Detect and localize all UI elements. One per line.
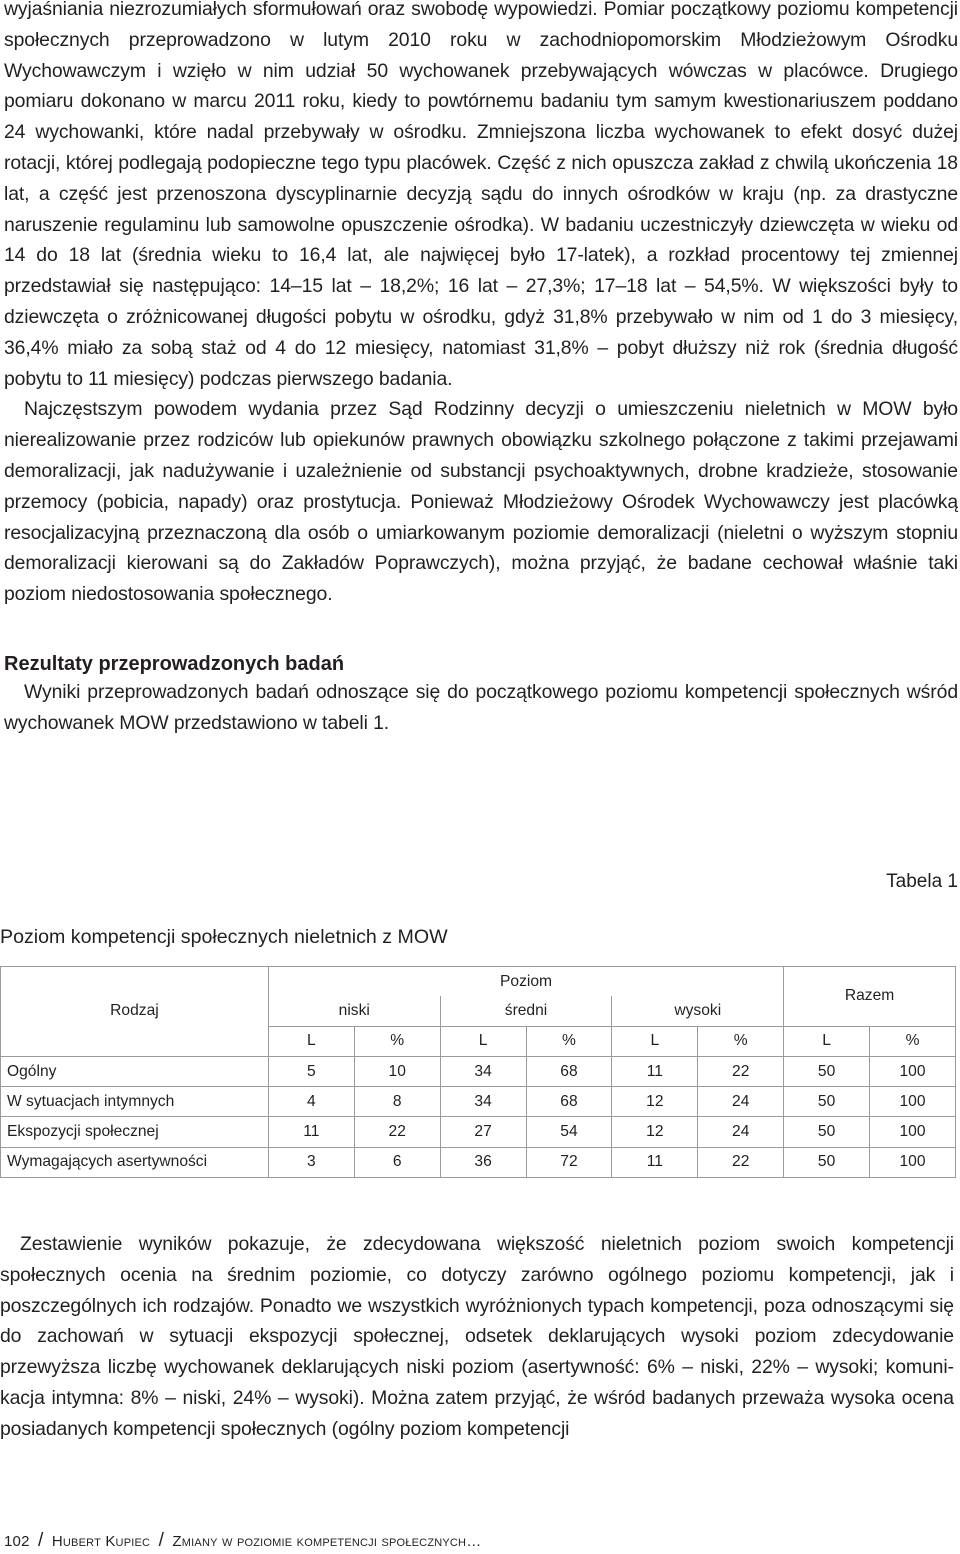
- header-unit-L: L: [268, 1026, 354, 1056]
- section-heading-results: Rezultaty przeprowadzonych badań: [4, 652, 345, 675]
- header-unit-L: L: [784, 1026, 870, 1056]
- paragraph-placement-reasons: Najczęstszym powodem wydania przez Sąd Rodzinny decyzji o umieszczeniu nieletnich w MOW było nierealizowanie przez rodziców lub opiekunów prawnych obowiązku szkolnego połączone z takimi przejawami demoralizacji, jak nadużywanie i uzależnienie od substancji psychoaktywnych, drobne kradzieże, stosowanie przemocy (pobicia, napady) oraz prostytucja. Ponieważ Młodzieżowy Ośrodek Wychowawczy jest placówką resocjalizacyjną przeznaczoną dla osób o umiarkowanym poziomie demoralizacji (nieletni o wyższym stopniu demoralizacji kierowani są do Zakładów Poprawczych), można przyjąć, że badane cechował właśnie taki poziom niedostosowania społecznego.: [4, 398, 958, 606]
- header-unit-pct: %: [870, 1026, 956, 1056]
- header-unit-L: L: [440, 1026, 526, 1056]
- row-label: Ekspozycji społecznej: [1, 1117, 269, 1147]
- cell-value: 34: [440, 1056, 526, 1086]
- cell-value: 100: [870, 1147, 956, 1177]
- cell-value: 50: [784, 1087, 870, 1117]
- header-unit-pct: %: [354, 1026, 440, 1056]
- header-unit-L: L: [612, 1026, 698, 1056]
- cell-value: 68: [526, 1056, 612, 1086]
- header-niski: niski: [268, 996, 440, 1026]
- cell-value: 11: [612, 1147, 698, 1177]
- cell-value: 5: [268, 1056, 354, 1086]
- cell-value: 100: [870, 1056, 956, 1086]
- header-razem: Razem: [784, 967, 956, 1027]
- page-footer: [4, 1530, 481, 1552]
- cell-value: 22: [354, 1117, 440, 1147]
- table-number-label: Tabela 1: [886, 871, 958, 892]
- row-label: W sytuacjach intymnych: [1, 1087, 269, 1117]
- document-page: [4, 0, 958, 739]
- header-wysoki: wysoki: [612, 996, 784, 1026]
- cell-value: 4: [268, 1087, 354, 1117]
- cell-value: 22: [698, 1056, 784, 1086]
- row-label: Wymagających asertywności: [1, 1147, 269, 1177]
- table-row: [1, 1056, 956, 1086]
- cell-value: 8: [354, 1087, 440, 1117]
- footer-author: Hubert Kupiec: [51, 1533, 151, 1550]
- header-rodzaj: Rodzaj: [1, 967, 269, 1057]
- cell-value: 50: [784, 1147, 870, 1177]
- cell-value: 24: [698, 1117, 784, 1147]
- paragraph-results-intro: Wyniki przeprowadzonych badań odnoszące się do początkowego poziomu kompetencji społecznych wśród wychowanek MOW przedstawiono w tabeli 1.: [4, 680, 958, 734]
- cell-value: 54: [526, 1117, 612, 1147]
- cell-value: 100: [870, 1087, 956, 1117]
- footer-separator: /: [158, 1530, 165, 1551]
- cell-value: 3: [268, 1147, 354, 1177]
- cell-value: 34: [440, 1087, 526, 1117]
- table-caption: Poziom kompetencji społecznych nieletnich z MOW: [0, 926, 448, 948]
- competence-table: [0, 966, 956, 1178]
- cell-value: 10: [354, 1056, 440, 1086]
- header-unit-pct: %: [526, 1026, 612, 1056]
- page-number: 102: [4, 1533, 30, 1550]
- cell-value: 22: [698, 1147, 784, 1177]
- table-row: [1, 1087, 956, 1117]
- cell-value: 50: [784, 1056, 870, 1086]
- cell-value: 100: [870, 1117, 956, 1147]
- paragraph-study-description: wyjaśniania niezrozumiałych sformułowań oraz swobodę wypowiedzi. Pomiar początkowy poziomu kompetencji społecznych przeprowadzono w lutym 2010 roku w zachodniopomorskim Młodzieżowym Ośrodku Wychowawczym i wzięło w nim udział 50 wychowanek przebywających wówczas w placówce. Drugiego pomiaru dokonano w marcu 2011 roku, kiedy to powtórnemu badaniu tym samym kwestionariuszem poddano 24 wychowanki, które nadal przebywały w ośrodku. Zmniejszona liczba wychowanek to efekt dosyć dużej rotacji, której podlegają podopieczne tego typu placówek. Część z nich opuszcza zakład z chwilą ukończenia 18 lat, a część jest przenoszona dyscyplinarnie decyzją sądu do innych ośrodków w kraju (np. za drastyczne naruszenie regulaminu lub samowolne opuszczenie ośrodka). W badaniu uczestniczyły dziewczęta w wieku od 14 do 18 lat (średnia wieku to 16,4 lat, ale najwięcej było 17-latek), a rozkład procentowy tej zmiennej przedstawiał się następująco: 14–15 lat – 18,2%; 16 lat – 27,3%; 17–18 lat – 54,5%. W większości były to dziewczęta o zróżnicowanej długości pobytu w ośrodku, gdyż 31,8% przebywało w nim od 1 do 3 miesięcy, 36,4% miało za sobą staż od 4 do 12 miesięcy, natomiast 31,8% – pobyt dłuższy niż rok (średnia długość pobytu to 11 miesięcy) podczas pierwszego badania.: [4, 0, 958, 390]
- cell-value: 27: [440, 1117, 526, 1147]
- cell-value: 68: [526, 1087, 612, 1117]
- cell-value: 11: [268, 1117, 354, 1147]
- table-header-row-level: [1, 967, 956, 997]
- header-poziom: Poziom: [268, 967, 783, 997]
- cell-value: 72: [526, 1147, 612, 1177]
- table-row: [1, 1117, 956, 1147]
- footer-separator: /: [38, 1530, 44, 1551]
- cell-value: 6: [354, 1147, 440, 1177]
- cell-value: 11: [612, 1056, 698, 1086]
- cell-value: 24: [698, 1087, 784, 1117]
- row-label: Ogólny: [1, 1056, 269, 1086]
- table-row: [1, 1147, 956, 1177]
- cell-value: 12: [612, 1117, 698, 1147]
- header-unit-pct: %: [698, 1026, 784, 1056]
- paragraph-results-summary: Zestawienie wyników pokazuje, że zdecydowana większość nieletnich poziom swoich kompetencji społecznych ocenia na średnim poziomie, co dotyczy zarówno ogólnego poziomu kompetencji, jak i poszczególnych ich rodzajów. Ponadto we wszystkich wyróżnionych typach kompetencji, poza odnoszącymi się do zachowań w sytuacji ekspozycji społecznej, odsetek deklarujących wysoki poziom zdecydowanie przewyższa liczbę wychowanek deklarujących niski poziom (asertywność: 6% – niski, 22% – wysoki; komunikacja intymna: 8% – niski, 24% – wysoki). Można zatem przyjąć, że wśród badanych przeważa wysoka ocena posiadanych kompetencji społecznych (ogólny poziom kompetencji: [0, 1233, 954, 1440]
- header-sredni: średni: [440, 996, 612, 1026]
- cell-value: 12: [612, 1087, 698, 1117]
- cell-value: 36: [440, 1147, 526, 1177]
- cell-value: 50: [784, 1117, 870, 1147]
- footer-article-title: Zmiany w poziomie kompetencji społecznych…: [172, 1533, 482, 1550]
